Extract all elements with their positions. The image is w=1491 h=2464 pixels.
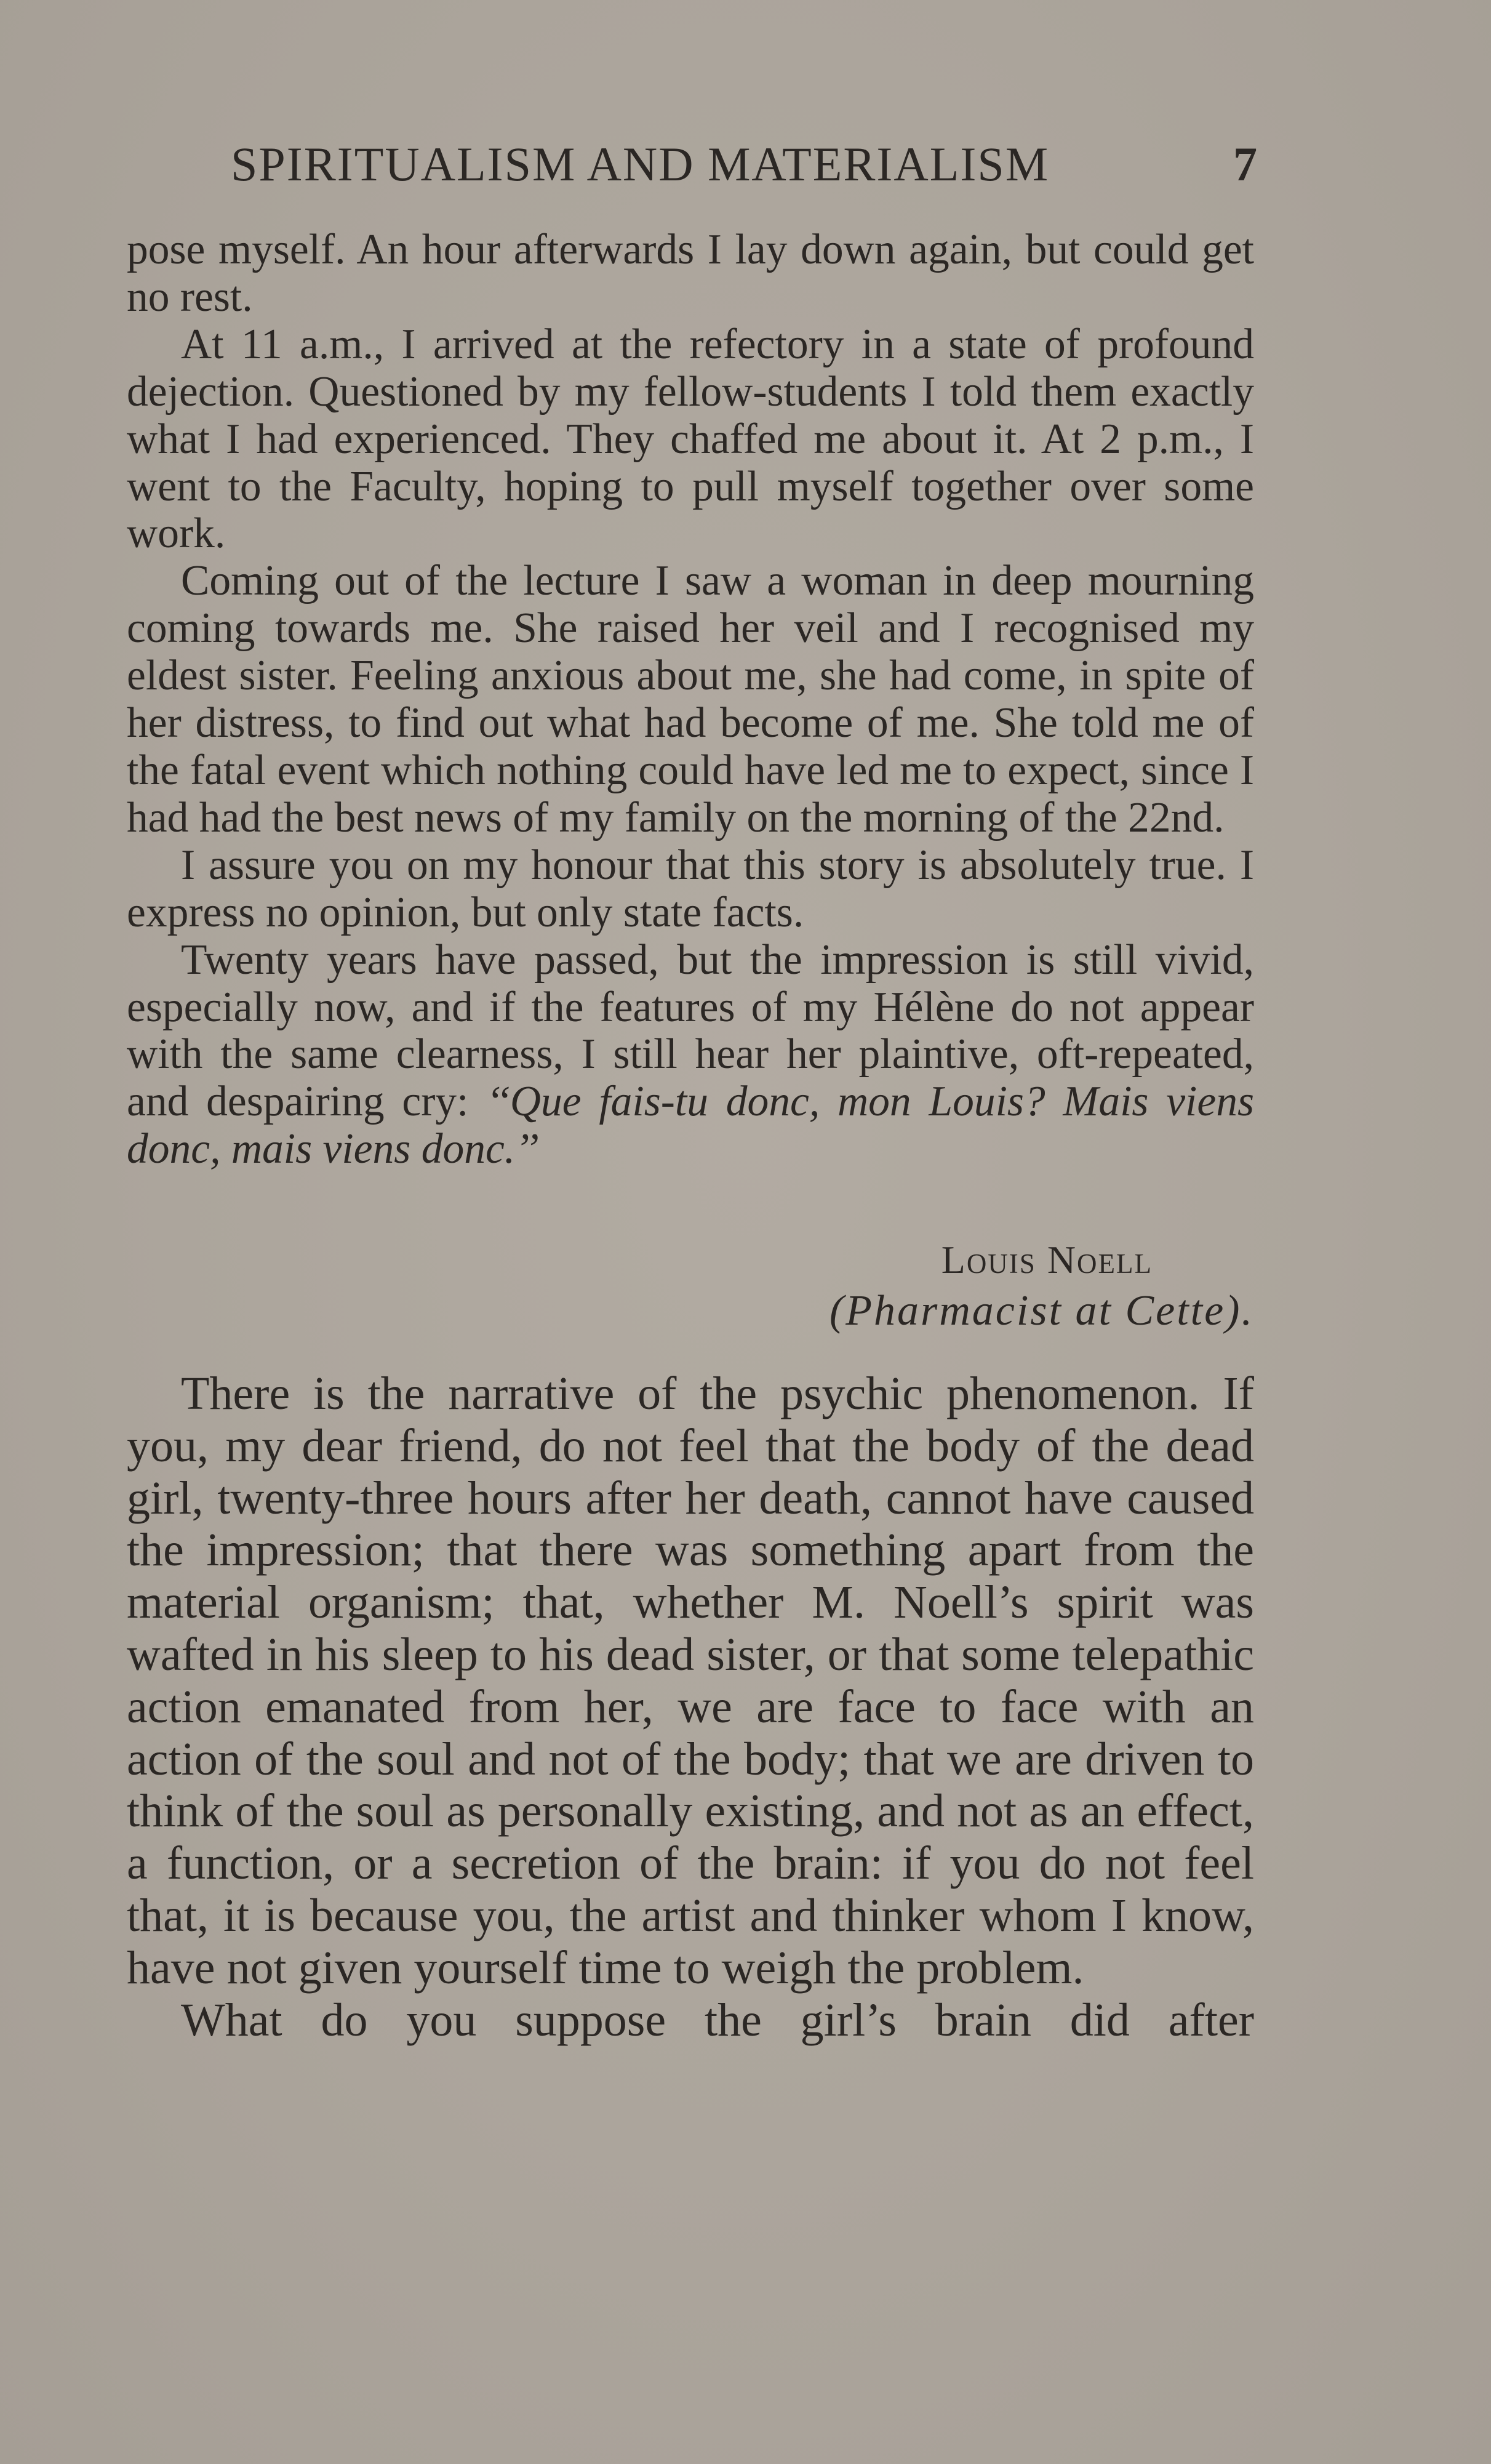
letter-text: [127, 227, 1254, 1173]
paragraph-text: Twenty years have passed, but the impression is still vivid, especially now, and if the features of my Hélène do not appear with the same clearness, I still hear her plaintive, oft-repeated, and despairing cry:: [127, 936, 1254, 1126]
paragraph: I assure you on my honour that this story is absolutely true. I express no opinion, but only state facts.: [127, 841, 1254, 936]
paragraph: Coming out of the lecture I saw a woman in deep mourning coming towards me. She raised her veil and I recognised my eldest sister. Feeling anxious about me, she had come, in spite of her distress, to find out what had become of me. She told me of the fatal event which nothing could have led me to expect, since I had had the best news of my family on the morning of the 22nd.: [127, 557, 1254, 841]
signature-name: Louis Noell: [941, 1238, 1153, 1282]
signature-title: (Pharmacist at Cette).: [829, 1287, 1254, 1334]
running-head-title: SPIRITUALISM AND MATERIALISM: [231, 137, 1050, 191]
paragraph: pose myself. An hour afterwards I lay down again, but could get no rest.: [127, 226, 1254, 321]
essay-text: [127, 1368, 1254, 2046]
page-number: 7: [1233, 137, 1258, 191]
quoted-cry: ‘‘Que fais-tu donc, mon Louis? Mais viens donc, mais viens donc.’’: [127, 1078, 1255, 1173]
paragraph: What do you suppose the girl’s brain did after: [181, 1994, 1254, 2046]
paragraph: At 11 a.m., I arrived at the refectory in a state of profound dejection. Questioned by my fellow-students I told them exactly what I had experienced. They chaffed me about it. At 2 p.m., I went to the Faculty, hoping to pull myself together over some work.: [127, 320, 1254, 558]
paragraph: There is the narrative of the psychic phenomenon. If you, my dear friend, do not feel that the body of the dead girl, twenty-three hours after her death, cannot have caused the impression; that there was something apart from the material organism; that, whether M. Noell’s spirit was wafted in his sleep to his dead sister, or that some telepathic action emanated from her, we are face to face with an action of the soul and not of the body; that we are driven to think of the soul as personally existing, and not as an effect, a function, or a secretion of the brain: if you do not feel that, it is because you, the artist and thinker whom I know, have not given yourself time to weigh the problem.: [127, 1368, 1254, 1994]
running-head: [231, 137, 1258, 204]
paragraph: [127, 937, 1254, 1174]
